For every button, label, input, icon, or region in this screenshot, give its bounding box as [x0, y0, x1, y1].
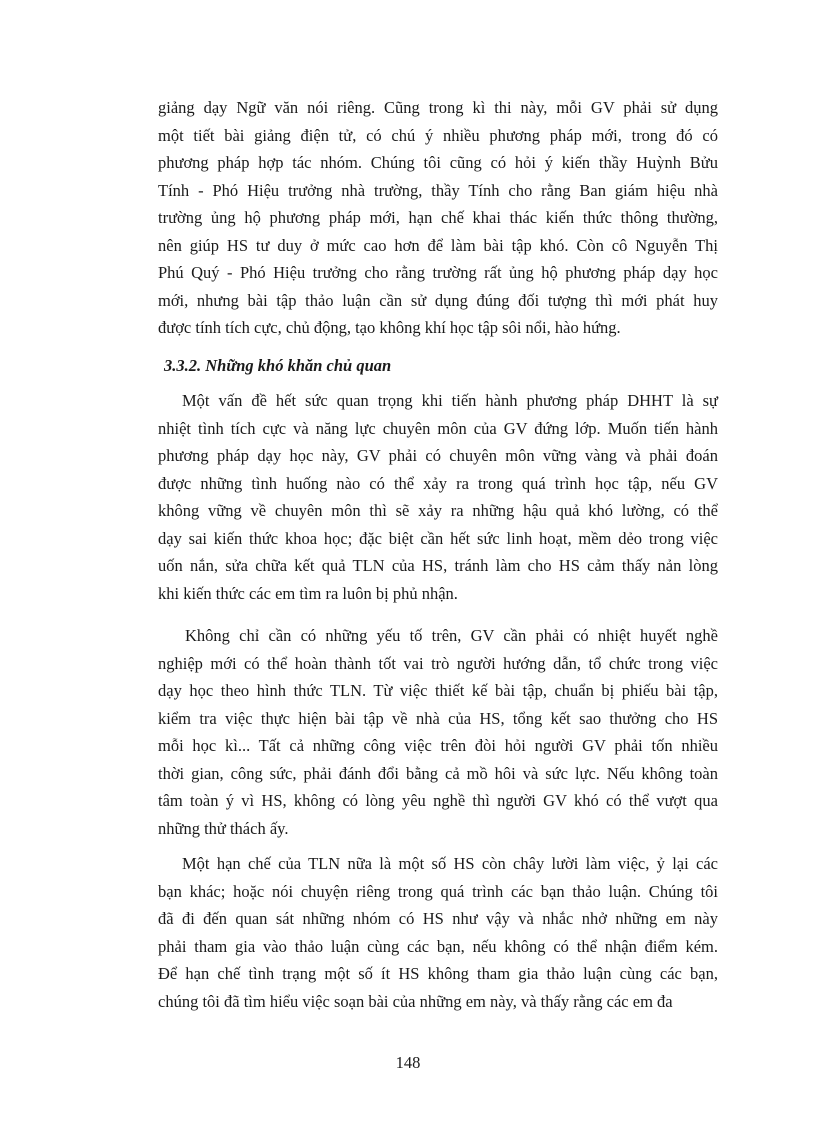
- paragraph-1: [158, 94, 718, 342]
- text-line: được những tình huống nào có thể xảy ra trong quá trình học tập, nếu GV: [158, 473, 718, 493]
- paragraph-4: [158, 850, 718, 1015]
- text-line: tâm toàn ý vì HS, không có lòng yêu nghề thì người GV khó có thể vượt qua: [158, 791, 718, 810]
- text-line: giảng dạy Ngữ văn nói riêng. Cũng trong kì thi này, mỗi GV phải sử dụng: [158, 98, 718, 117]
- text-line: một tiết bài giảng điện tử, có chú ý nhiều phương pháp mới, trong đó có: [158, 125, 718, 145]
- text-line: đã đi đến quan sát những nhóm có HS như vậy và nhắc nhở những em này: [158, 909, 718, 928]
- text-line: dạy sai kiến thức khoa học; đặc biệt cần hết sức linh hoạt, mềm dẻo trong việc: [158, 528, 718, 548]
- text-line: uốn nắn, sửa chữa kết quả TLN của HS, tránh làm cho HS cảm thấy nản lòng: [158, 556, 718, 575]
- page-number: 148: [395, 1053, 421, 1072]
- text-line: thời gian, công sức, phải đánh đổi bằng cả mồ hôi và sức lực. Nếu không toàn: [158, 763, 718, 783]
- text-line: Để hạn chế tình trạng một số ít HS không tham gia thảo luận cùng các bạn,: [158, 964, 718, 983]
- text-line: phương pháp hợp tác nhóm. Chúng tôi cũng có hỏi ý kiến thầy Huỳnh Bửu: [158, 153, 718, 172]
- section-heading: 3.3.2. Những khó khăn chủ quan: [164, 356, 392, 375]
- text-line: Một vấn đề hết sức quan trọng khi tiến hành phương pháp DHHT là sự: [182, 391, 718, 410]
- text-line: nghiệp mới có thể hoàn thành tốt vai trò người hướng dẫn, tổ chức trong việc: [158, 653, 718, 673]
- text-line: không vững về chuyên môn thì sẽ xảy ra những hậu quả khó lường, có thể: [158, 501, 718, 520]
- text-line: nhiệt tình tích cực và năng lực chuyên môn của GV đứng lớp. Muốn tiến hành: [158, 418, 718, 438]
- text-line: được tính tích cực, chủ động, tạo không khí học tập sôi nổi, hào hứng.: [158, 318, 621, 337]
- text-line: Phú Quý - Phó Hiệu trưởng cho rằng trường rất ủng hộ phương pháp dạy học: [158, 263, 718, 282]
- text-line: những thử thách ấy.: [158, 818, 289, 838]
- paragraph-3: [158, 622, 718, 842]
- text-line: Một hạn chế của TLN nữa là một số HS còn chây lười làm việc, ỷ lại các: [182, 854, 718, 873]
- text-line: khi kiến thức các em tìm ra luôn bị phủ nhận.: [158, 583, 458, 603]
- text-line: kiểm tra việc thực hiện bài tập về nhà của HS, tổng kết sao thưởng cho HS: [158, 708, 718, 728]
- paragraph-2: [158, 387, 718, 607]
- text-line: chúng tôi đã tìm hiểu việc soạn bài của những em này, và thấy rằng các em đa: [158, 991, 673, 1011]
- text-line: nên giúp HS tư duy ở mức cao hơn để làm bài tập khó. Còn cô Nguyễn Thị: [158, 235, 718, 255]
- text-line: mới, nhưng bài tập thảo luận cần sử dụng đúng đối tượng thì mới phát huy: [158, 290, 718, 310]
- text-line: dạy học theo hình thức TLN. Từ việc thiết kế bài tập, chuẩn bị phiếu bài tập,: [158, 681, 718, 700]
- text-line: phương pháp dạy học này, GV phải có chuyên môn vững vàng và phải đoán: [158, 446, 718, 465]
- text-line: mỗi học kì... Tất cả những công việc trên đòi hỏi người GV phải tốn nhiều: [158, 736, 718, 755]
- text-line: phải tham gia vào thảo luận cùng các bạn, nếu không có thể nhận điểm kém.: [158, 936, 718, 956]
- text-line: Không chỉ cần có những yếu tố trên, GV cần phải có nhiệt huyết nghề: [185, 626, 718, 645]
- text-line: trường ủng hộ phương pháp mới, hạn chế khai thác kiến thức thông thường,: [158, 208, 718, 227]
- text-line: bạn khác; hoặc nói chuyện riêng trong quá trình các bạn thảo luận. Chúng tôi: [158, 881, 718, 901]
- text-line: Tính - Phó Hiệu trưởng nhà trường, thầy Tính cho rằng Ban giám hiệu nhà: [158, 180, 718, 200]
